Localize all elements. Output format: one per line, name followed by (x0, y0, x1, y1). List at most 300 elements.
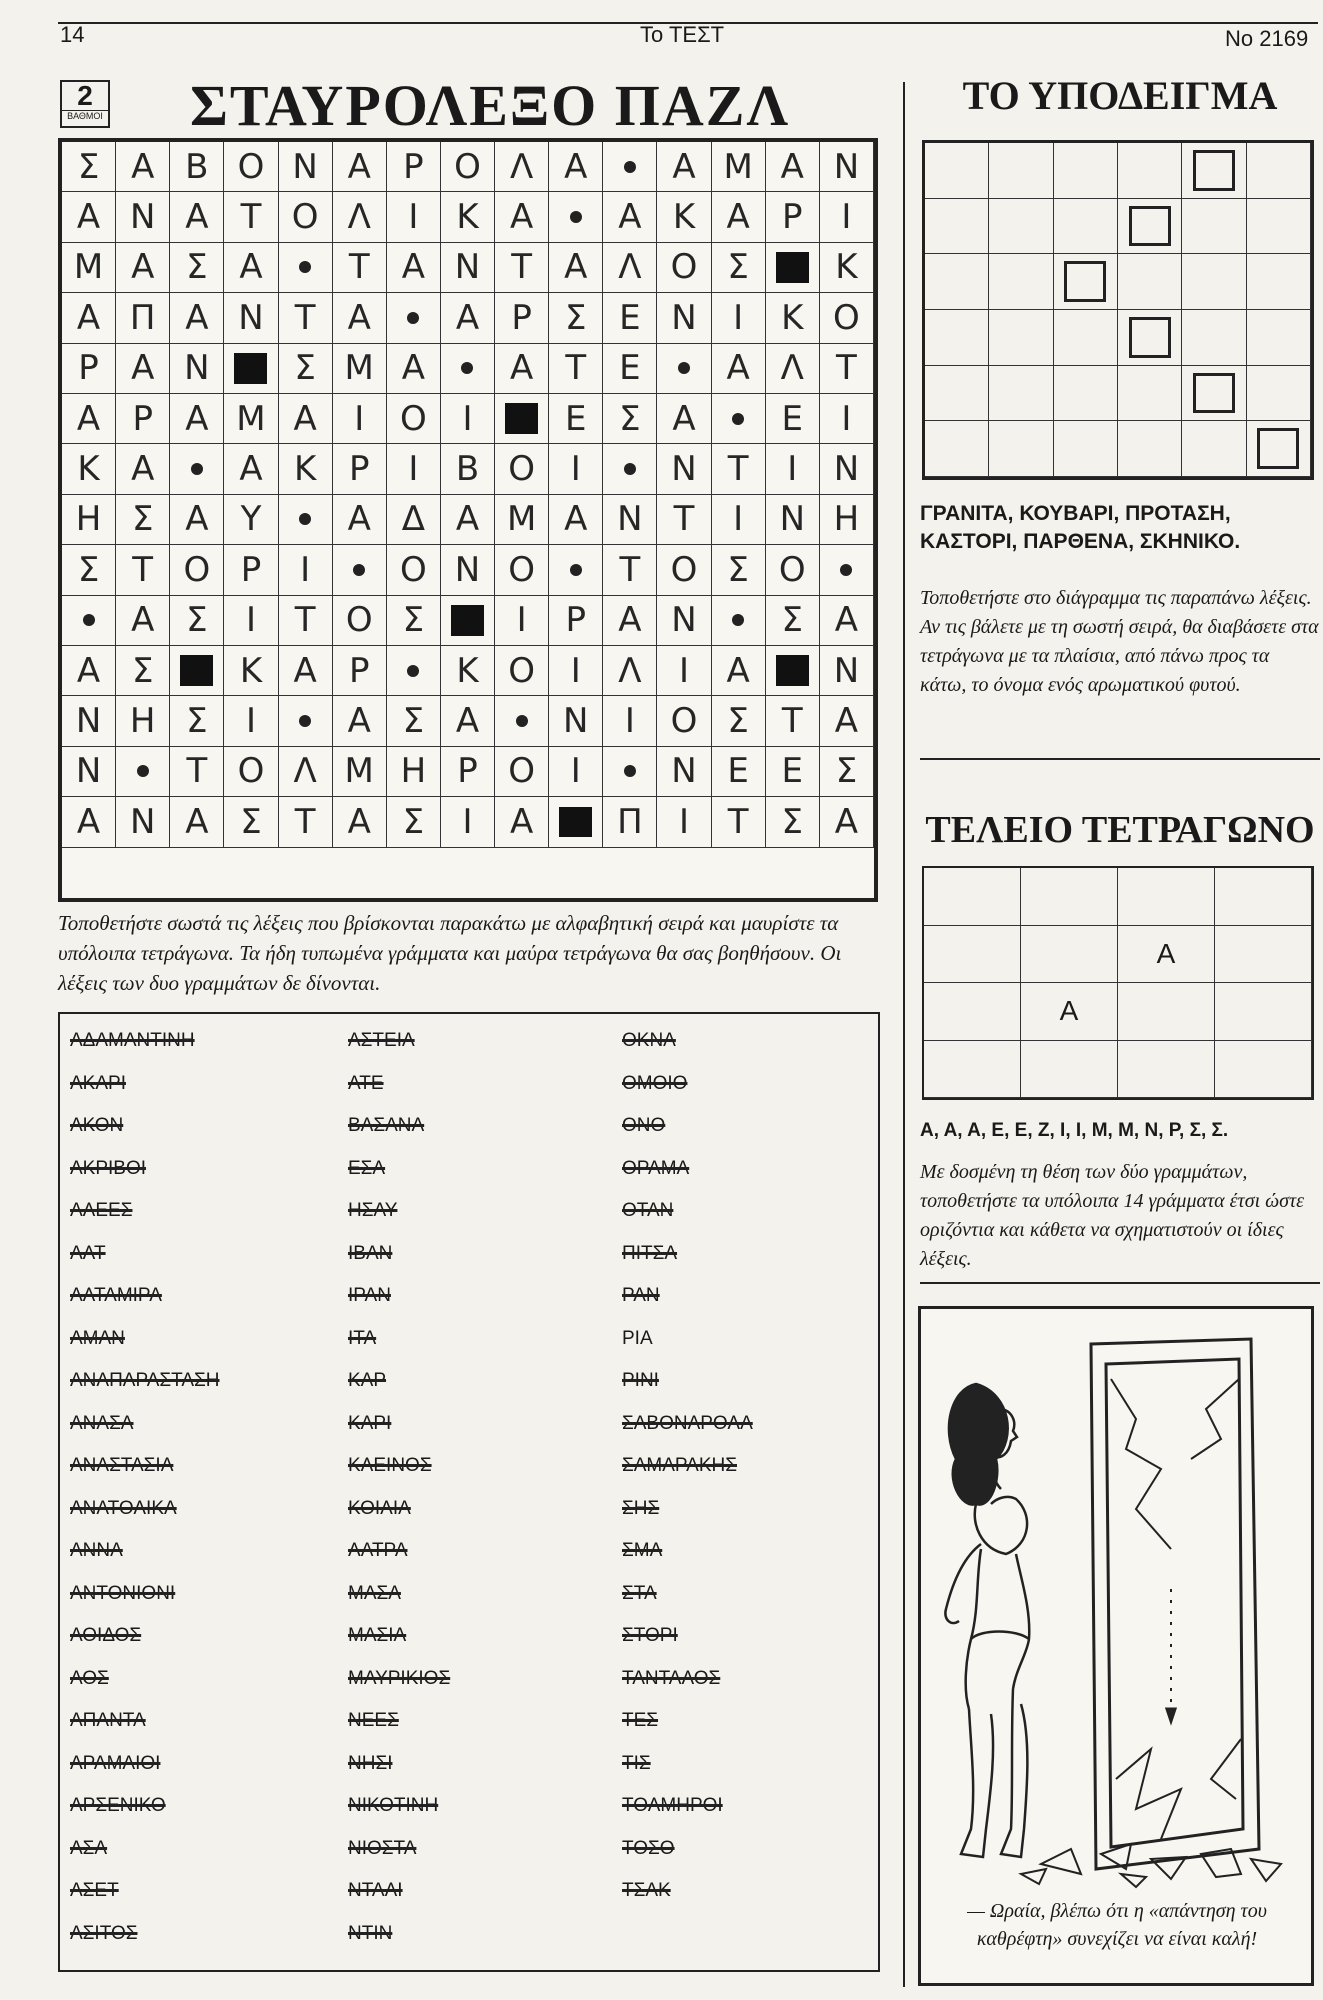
word-list-item: ΡΑΝ (622, 1285, 660, 1306)
crossword-cell[interactable]: Σ (712, 243, 766, 293)
column-divider (903, 82, 905, 1987)
grid-cell[interactable] (1247, 310, 1311, 366)
word-list-column-1 (70, 1020, 219, 1955)
crossword-cell[interactable]: Ε (766, 394, 820, 444)
badge-label: ΒΑΘΜΟΙ (62, 110, 108, 121)
crossword-cell[interactable]: Α (387, 243, 441, 293)
grid-cell[interactable] (925, 143, 989, 199)
teleio-instructions: Με δοσμένη τη θέση των δύο γραμμάτων, τοποθετήστε τα υπόλοιπα 14 γράμματα έτσι ώστε οριζόντια και κάθετα να σχηματιστούν οι ίδιες λέξεις. (920, 1161, 1304, 1270)
word-list-item: ΤΟΣΟ (622, 1837, 675, 1859)
crossword-cell[interactable]: Κ (279, 444, 333, 494)
crossword-cell[interactable]: Α (820, 696, 874, 746)
crossword-cell[interactable]: Ο (279, 192, 333, 242)
word-list-item: ΣΤΟΡΙ (622, 1625, 678, 1646)
crossword-cell[interactable]: Ν (657, 596, 711, 646)
square-cell[interactable] (924, 1041, 1021, 1099)
crossword-cell[interactable]: Κ (657, 192, 711, 242)
crossword-cell[interactable]: Ο (766, 545, 820, 595)
black-square[interactable] (224, 344, 278, 394)
crossword-cell[interactable]: Ι (333, 394, 387, 444)
grid-cell[interactable] (989, 366, 1053, 422)
crossword-cell[interactable]: Κ (766, 293, 820, 343)
crossword-cell[interactable]: Ν (116, 797, 170, 847)
crossword-cell[interactable]: Ε (766, 747, 820, 797)
crossword-cell[interactable]: Ν (603, 495, 657, 545)
word-list-item: ΤΣΑΚ (622, 1880, 671, 1901)
crossword-cell[interactable]: Τ (333, 243, 387, 293)
grid-cell[interactable] (989, 199, 1053, 255)
crossword-cell[interactable]: Ο (224, 142, 278, 192)
word-list-item: ΑΣΑ (70, 1837, 108, 1859)
crossword-cell[interactable]: Α (333, 293, 387, 343)
crossword-cell[interactable]: Α (116, 444, 170, 494)
crossword-cell[interactable]: Α (333, 696, 387, 746)
crossword-cell[interactable]: Μ (333, 747, 387, 797)
crossword-cell[interactable]: Κ (441, 192, 495, 242)
crossword-cell[interactable]: Ο (495, 747, 549, 797)
square-cell[interactable] (1215, 868, 1312, 926)
badge-number: 2 (77, 80, 93, 111)
crossword-cell[interactable]: Π (603, 797, 657, 847)
crossword-cell[interactable]: Ι (441, 797, 495, 847)
crossword-cell[interactable]: Λ (279, 747, 333, 797)
crossword-cell[interactable]: Ι (549, 646, 603, 696)
dot-cell[interactable] (712, 596, 766, 646)
crossword-cell[interactable]: Δ (387, 495, 441, 545)
crossword-cell[interactable]: Α (170, 495, 224, 545)
dot-cell[interactable] (387, 293, 441, 343)
crossword-cell[interactable]: Τ (712, 444, 766, 494)
crossword-cell[interactable]: Ρ (387, 142, 441, 192)
ypodeigma-words: ΓΡΑΝΙΤΑ, ΚΟΥΒΑΡΙ, ΠΡΟΤΑΣΗ, ΚΑΣΤΟΡΙ, ΠΑΡΘΕΝΑ, ΣΚΗΝΙΚΟ. (920, 502, 1241, 553)
word-list-item: ΟΚΝΑ (622, 1030, 676, 1051)
crossword-cell[interactable]: Β (441, 444, 495, 494)
crossword-cell[interactable]: Ρ (333, 444, 387, 494)
crossword-cell[interactable]: Ν (224, 293, 278, 343)
crossword-cell[interactable]: Ν (820, 142, 874, 192)
crossword-cell[interactable]: Ν (279, 142, 333, 192)
crossword-cell[interactable]: Σ (62, 545, 116, 595)
crossword-cell[interactable]: Σ (170, 596, 224, 646)
crossword-cell[interactable]: Σ (766, 596, 820, 646)
crossword-cell[interactable]: Α (766, 142, 820, 192)
crossword-cell[interactable]: Ρ (224, 545, 278, 595)
crossword-cell[interactable]: Κ (820, 243, 874, 293)
grid-cell[interactable] (1054, 310, 1118, 366)
crossword-cell[interactable]: Ι (279, 545, 333, 595)
crossword-cell[interactable]: Λ (766, 344, 820, 394)
crossword-cell[interactable]: Σ (170, 696, 224, 746)
black-square[interactable] (441, 596, 495, 646)
framed-cell[interactable] (1182, 143, 1246, 199)
crossword-cell[interactable]: Α (116, 142, 170, 192)
crossword-cell[interactable]: Α (116, 344, 170, 394)
crossword-cell[interactable]: Ε (603, 293, 657, 343)
grid-cell[interactable] (1182, 310, 1246, 366)
crossword-cell[interactable]: Ι (712, 495, 766, 545)
grid-cell[interactable] (1247, 254, 1311, 310)
crossword-cell[interactable]: Σ (62, 142, 116, 192)
grid-cell[interactable] (989, 421, 1053, 477)
dot-cell[interactable] (62, 596, 116, 646)
crossword-cell[interactable]: Ε (549, 394, 603, 444)
crossword-cell[interactable]: Α (116, 596, 170, 646)
crossword-cell[interactable]: Τ (495, 243, 549, 293)
crossword-cell[interactable]: Ν (116, 192, 170, 242)
dot-cell[interactable] (603, 444, 657, 494)
square-cell[interactable] (1215, 926, 1312, 984)
crossword-cell[interactable]: Ν (441, 545, 495, 595)
word-list-item: ΑΤΕ (348, 1072, 384, 1094)
crossword-cell[interactable]: Α (279, 646, 333, 696)
grid-cell[interactable] (925, 199, 989, 255)
grid-cell[interactable] (1054, 199, 1118, 255)
crossword-cell[interactable]: Σ (549, 293, 603, 343)
grid-cell[interactable] (1247, 366, 1311, 422)
crossword-cell[interactable]: Σ (712, 545, 766, 595)
crossword-cell[interactable]: Ι (820, 394, 874, 444)
crossword-cell[interactable]: Τ (279, 293, 333, 343)
word-list-item: ΝΗΣΙ (348, 1752, 393, 1774)
square-cell[interactable] (1021, 1041, 1118, 1099)
crossword-cell[interactable]: Α (441, 495, 495, 545)
grid-cell[interactable] (1182, 254, 1246, 310)
crossword-cell[interactable]: Ο (170, 545, 224, 595)
dot-cell[interactable] (603, 747, 657, 797)
dot-cell[interactable] (279, 495, 333, 545)
crossword-cell[interactable]: Σ (820, 747, 874, 797)
crossword-cell[interactable]: Ι (712, 293, 766, 343)
dot-cell[interactable] (495, 696, 549, 746)
dot-cell[interactable] (549, 192, 603, 242)
dot-cell[interactable] (441, 344, 495, 394)
crossword-cell[interactable]: Ν (170, 344, 224, 394)
crossword-cell[interactable]: Ι (387, 192, 441, 242)
crossword-cell[interactable]: Α (170, 192, 224, 242)
framed-cell[interactable] (1054, 254, 1118, 310)
square-cell[interactable] (1118, 868, 1215, 926)
crossword-cell[interactable]: Ι (820, 192, 874, 242)
word-list-item: ΑΣΕΤ (70, 1880, 119, 1901)
crossword-cell[interactable]: Α (820, 797, 874, 847)
crossword-cell[interactable]: Ο (820, 293, 874, 343)
crossword-cell[interactable]: Μ (62, 243, 116, 293)
dot-cell[interactable] (116, 747, 170, 797)
woman-illustration (945, 1384, 1029, 1857)
crossword-cell[interactable]: Α (170, 394, 224, 444)
crossword-cell[interactable]: Α (549, 243, 603, 293)
crossword-cell[interactable]: Η (820, 495, 874, 545)
crossword-cell[interactable]: Τ (170, 747, 224, 797)
dot-cell[interactable] (712, 394, 766, 444)
square-cell[interactable] (924, 983, 1021, 1041)
crossword-cell[interactable]: Α (712, 344, 766, 394)
square-cell[interactable] (1215, 1041, 1312, 1099)
crossword-cell[interactable]: Λ (495, 142, 549, 192)
crossword-cell[interactable]: Ν (657, 747, 711, 797)
crossword-cell[interactable]: Σ (603, 394, 657, 444)
grid-cell[interactable] (1247, 199, 1311, 255)
crossword-cell[interactable]: Σ (712, 696, 766, 746)
word-list-item: ΝΕΕΣ (348, 1710, 399, 1731)
grid-cell[interactable] (925, 310, 989, 366)
dot-cell[interactable] (820, 545, 874, 595)
framed-cell[interactable] (1118, 199, 1182, 255)
crossword-cell[interactable]: Μ (224, 394, 278, 444)
crossword-cell[interactable]: Κ (224, 646, 278, 696)
crossword-cell[interactable]: Ν (820, 444, 874, 494)
dot-cell[interactable] (549, 545, 603, 595)
crossword-cell[interactable]: Σ (116, 646, 170, 696)
grid-cell[interactable] (1182, 421, 1246, 477)
crossword-cell[interactable]: Α (62, 394, 116, 444)
teleio-letters: Α, Α, Α, Ε, Ε, Ζ, Ι, Ι, Μ, Μ, Ν, Ρ, Σ, Σ. (920, 1120, 1229, 1141)
word-list-item: ΑΟΙΔΟΣ (70, 1625, 142, 1646)
crossword-cell[interactable]: Ο (387, 394, 441, 444)
crossword-cell[interactable]: Ι (603, 696, 657, 746)
crossword-cell[interactable]: Α (657, 394, 711, 444)
crossword-cell[interactable]: Σ (387, 797, 441, 847)
crossword-cell[interactable]: Τ (603, 545, 657, 595)
crossword-cell[interactable]: Τ (549, 344, 603, 394)
crossword-cell[interactable]: Ο (657, 243, 711, 293)
crossword-cell[interactable]: Ι (387, 444, 441, 494)
crossword-cell[interactable]: Ν (549, 696, 603, 746)
crossword-cell[interactable]: Ε (603, 344, 657, 394)
crossword-cell[interactable]: Τ (116, 545, 170, 595)
square-cell[interactable] (1215, 983, 1312, 1041)
grid-cell[interactable] (989, 143, 1053, 199)
crossword-cell[interactable]: Ν (441, 243, 495, 293)
crossword-cell[interactable]: Σ (766, 797, 820, 847)
crossword-cell[interactable]: Μ (712, 142, 766, 192)
crossword-cell[interactable]: Λ (333, 192, 387, 242)
crossword-cell[interactable]: Τ (820, 344, 874, 394)
crossword-cell[interactable]: Ο (387, 545, 441, 595)
square-cell[interactable] (1021, 926, 1118, 984)
word-list-item: ΤΕΣ (622, 1710, 659, 1731)
crossword-cell[interactable]: Α (279, 394, 333, 444)
difficulty-badge (60, 80, 110, 128)
crossword-cell[interactable]: Α (441, 696, 495, 746)
crossword-cell[interactable]: Α (495, 192, 549, 242)
crossword-cell[interactable]: Λ (603, 243, 657, 293)
crossword-cell[interactable]: Ι (441, 394, 495, 444)
crossword-cell[interactable]: Α (549, 495, 603, 545)
word-list-item: ΑΟΣ (70, 1667, 109, 1689)
crossword-cell[interactable]: Λ (603, 646, 657, 696)
grid-cell[interactable] (1054, 143, 1118, 199)
word-list-item: ΕΣΑ (348, 1157, 386, 1179)
square-cell[interactable] (1118, 1041, 1215, 1099)
word-list-item: ΟΝΟ (622, 1115, 666, 1136)
grid-cell[interactable] (1247, 143, 1311, 199)
square-cell[interactable] (924, 926, 1021, 984)
dot-cell[interactable] (170, 444, 224, 494)
grid-cell[interactable] (1118, 254, 1182, 310)
framed-cell[interactable] (1118, 310, 1182, 366)
crossword-cell[interactable]: Ο (441, 142, 495, 192)
square-cell[interactable] (924, 868, 1021, 926)
word-list-item: ΑΣΙΤΟΣ (70, 1922, 138, 1944)
crossword-cell[interactable]: Α (116, 243, 170, 293)
crossword-cell[interactable]: Α (820, 596, 874, 646)
crossword-cell[interactable]: Κ (62, 444, 116, 494)
crossword-cell[interactable]: Α (603, 596, 657, 646)
grid-cell[interactable] (925, 366, 989, 422)
crossword-cell[interactable]: Η (62, 495, 116, 545)
word-list-column-3 (622, 1020, 753, 1913)
black-square[interactable] (549, 797, 603, 847)
grid-cell[interactable] (1054, 366, 1118, 422)
crossword-cell[interactable]: Ο (495, 646, 549, 696)
crossword-cell[interactable]: Ρ (549, 596, 603, 646)
black-square[interactable] (766, 646, 820, 696)
crossword-cell[interactable]: Ρ (441, 747, 495, 797)
grid-cell[interactable] (1118, 421, 1182, 477)
word-list-item: ΑΝΤΟΝΙΟΝΙ (70, 1582, 176, 1604)
dot-cell[interactable] (279, 243, 333, 293)
crossword-cell[interactable]: Ι (657, 797, 711, 847)
crossword-cell[interactable]: Α (62, 797, 116, 847)
crossword-cell[interactable]: Ν (766, 495, 820, 545)
crossword-cell[interactable]: Ο (657, 696, 711, 746)
grid-cell[interactable] (1182, 199, 1246, 255)
crossword-cell[interactable]: Ε (712, 747, 766, 797)
crossword-cell[interactable]: Μ (333, 344, 387, 394)
crossword-cell[interactable]: Υ (224, 495, 278, 545)
dot-cell[interactable] (387, 646, 441, 696)
crossword-cell[interactable]: Σ (387, 696, 441, 746)
crossword-cell[interactable]: Α (333, 495, 387, 545)
crossword-cell[interactable]: Ν (62, 747, 116, 797)
square-cell[interactable]: Α (1021, 983, 1118, 1041)
crossword-cell[interactable]: Α (495, 344, 549, 394)
word-list-item: ΑΝΑΣΑ (70, 1412, 134, 1434)
black-square[interactable] (766, 243, 820, 293)
grid-cell[interactable] (1118, 143, 1182, 199)
crossword-cell[interactable]: Α (62, 646, 116, 696)
grid-cell[interactable] (925, 421, 989, 477)
crossword-grid[interactable] (58, 138, 878, 902)
crossword-cell[interactable]: Ι (224, 696, 278, 746)
crossword-cell[interactable]: Ρ (116, 394, 170, 444)
crossword-cell[interactable]: Ο (495, 545, 549, 595)
crossword-cell[interactable]: Ρ (62, 344, 116, 394)
grid-cell[interactable] (1118, 366, 1182, 422)
crossword-cell[interactable]: Α (62, 192, 116, 242)
ypodeigma-grid[interactable] (922, 140, 1314, 480)
crossword-cell[interactable]: Τ (657, 495, 711, 545)
dot-cell[interactable] (279, 696, 333, 746)
crossword-cell[interactable]: Σ (224, 797, 278, 847)
crossword-cell[interactable]: Ρ (333, 646, 387, 696)
crossword-cell[interactable]: Ν (657, 293, 711, 343)
square-cell[interactable] (1118, 983, 1215, 1041)
crossword-cell[interactable]: Ο (333, 596, 387, 646)
grid-cell[interactable] (989, 254, 1053, 310)
crossword-cell[interactable]: Σ (279, 344, 333, 394)
crossword-cell[interactable]: Ι (657, 646, 711, 696)
crossword-cell[interactable]: Ο (657, 545, 711, 595)
crossword-cell[interactable]: Σ (116, 495, 170, 545)
grid-cell[interactable] (1054, 421, 1118, 477)
crossword-cell[interactable]: Η (116, 696, 170, 746)
crossword-cell[interactable]: Β (170, 142, 224, 192)
crossword-cell[interactable]: Α (224, 444, 278, 494)
dot-cell[interactable] (657, 344, 711, 394)
crossword-cell[interactable]: Π (116, 293, 170, 343)
crossword-cell[interactable]: Τ (712, 797, 766, 847)
teleio-grid[interactable] (922, 866, 1314, 1100)
word-list-item: ΜΑΥΡΙΚΙΟΣ (348, 1667, 451, 1689)
crossword-cell[interactable]: Α (657, 142, 711, 192)
crossword-cell[interactable]: Σ (387, 596, 441, 646)
square-cell[interactable] (1021, 868, 1118, 926)
crossword-cell[interactable]: Α (495, 797, 549, 847)
crossword-cell[interactable]: Κ (441, 646, 495, 696)
dot-cell[interactable] (603, 142, 657, 192)
crossword-cell[interactable]: Ι (549, 747, 603, 797)
crossword-cell[interactable]: Ι (766, 444, 820, 494)
crossword-cell[interactable]: Ρ (495, 293, 549, 343)
crossword-cell[interactable]: Σ (170, 243, 224, 293)
square-cell[interactable]: Α (1118, 926, 1215, 984)
crossword-cell[interactable]: Ι (495, 596, 549, 646)
crossword-cell[interactable]: Α (441, 293, 495, 343)
crossword-cell[interactable]: Ι (224, 596, 278, 646)
dot-cell[interactable] (333, 545, 387, 595)
teleio-title: ΤΕΛΕΙΟ ΤΕΤΡΑΓΩΝΟ (925, 809, 1315, 851)
framed-cell[interactable] (1247, 421, 1311, 477)
black-square[interactable] (495, 394, 549, 444)
crossword-cell[interactable]: Ι (549, 444, 603, 494)
crossword-cell[interactable]: Ρ (766, 192, 820, 242)
crossword-cell[interactable]: Α (333, 142, 387, 192)
crossword-cell[interactable]: Ο (224, 747, 278, 797)
crossword-cell[interactable]: Η (387, 747, 441, 797)
grid-cell[interactable] (925, 254, 989, 310)
crossword-cell[interactable]: Μ (495, 495, 549, 545)
crossword-cell[interactable]: Τ (766, 696, 820, 746)
word-list-item: ΤΑΝΤΑΛΟΣ (622, 1667, 721, 1689)
crossword-cell[interactable]: Ο (495, 444, 549, 494)
crossword-cell[interactable]: Α (712, 646, 766, 696)
word-list-column-2 (348, 1020, 450, 1955)
crossword-cell[interactable]: Α (224, 243, 278, 293)
crossword-cell[interactable]: Α (712, 192, 766, 242)
crossword-cell[interactable]: Α (62, 293, 116, 343)
crossword-cell[interactable]: Α (603, 192, 657, 242)
grid-cell[interactable] (989, 310, 1053, 366)
crossword-cell[interactable]: Ν (657, 444, 711, 494)
crossword-cell[interactable]: Α (170, 797, 224, 847)
black-square[interactable] (170, 646, 224, 696)
crossword-cell[interactable]: Τ (279, 596, 333, 646)
word-list-item: ΚΟΙΛΙΑ (348, 1497, 411, 1519)
word-list-item: ΑΝΑΤΟΛΙΚΑ (70, 1497, 177, 1519)
crossword-cell[interactable]: Ν (820, 646, 874, 696)
framed-cell[interactable] (1182, 366, 1246, 422)
crossword-cell[interactable]: Τ (279, 797, 333, 847)
crossword-cell[interactable]: Α (333, 797, 387, 847)
crossword-cell[interactable]: Α (170, 293, 224, 343)
word-list-item: ΝΤΑΛΙ (348, 1880, 403, 1901)
crossword-cell[interactable]: Α (387, 344, 441, 394)
crossword-cell[interactable]: Ν (62, 696, 116, 746)
crossword-cell[interactable]: Α (549, 142, 603, 192)
crossword-cell[interactable]: Τ (224, 192, 278, 242)
